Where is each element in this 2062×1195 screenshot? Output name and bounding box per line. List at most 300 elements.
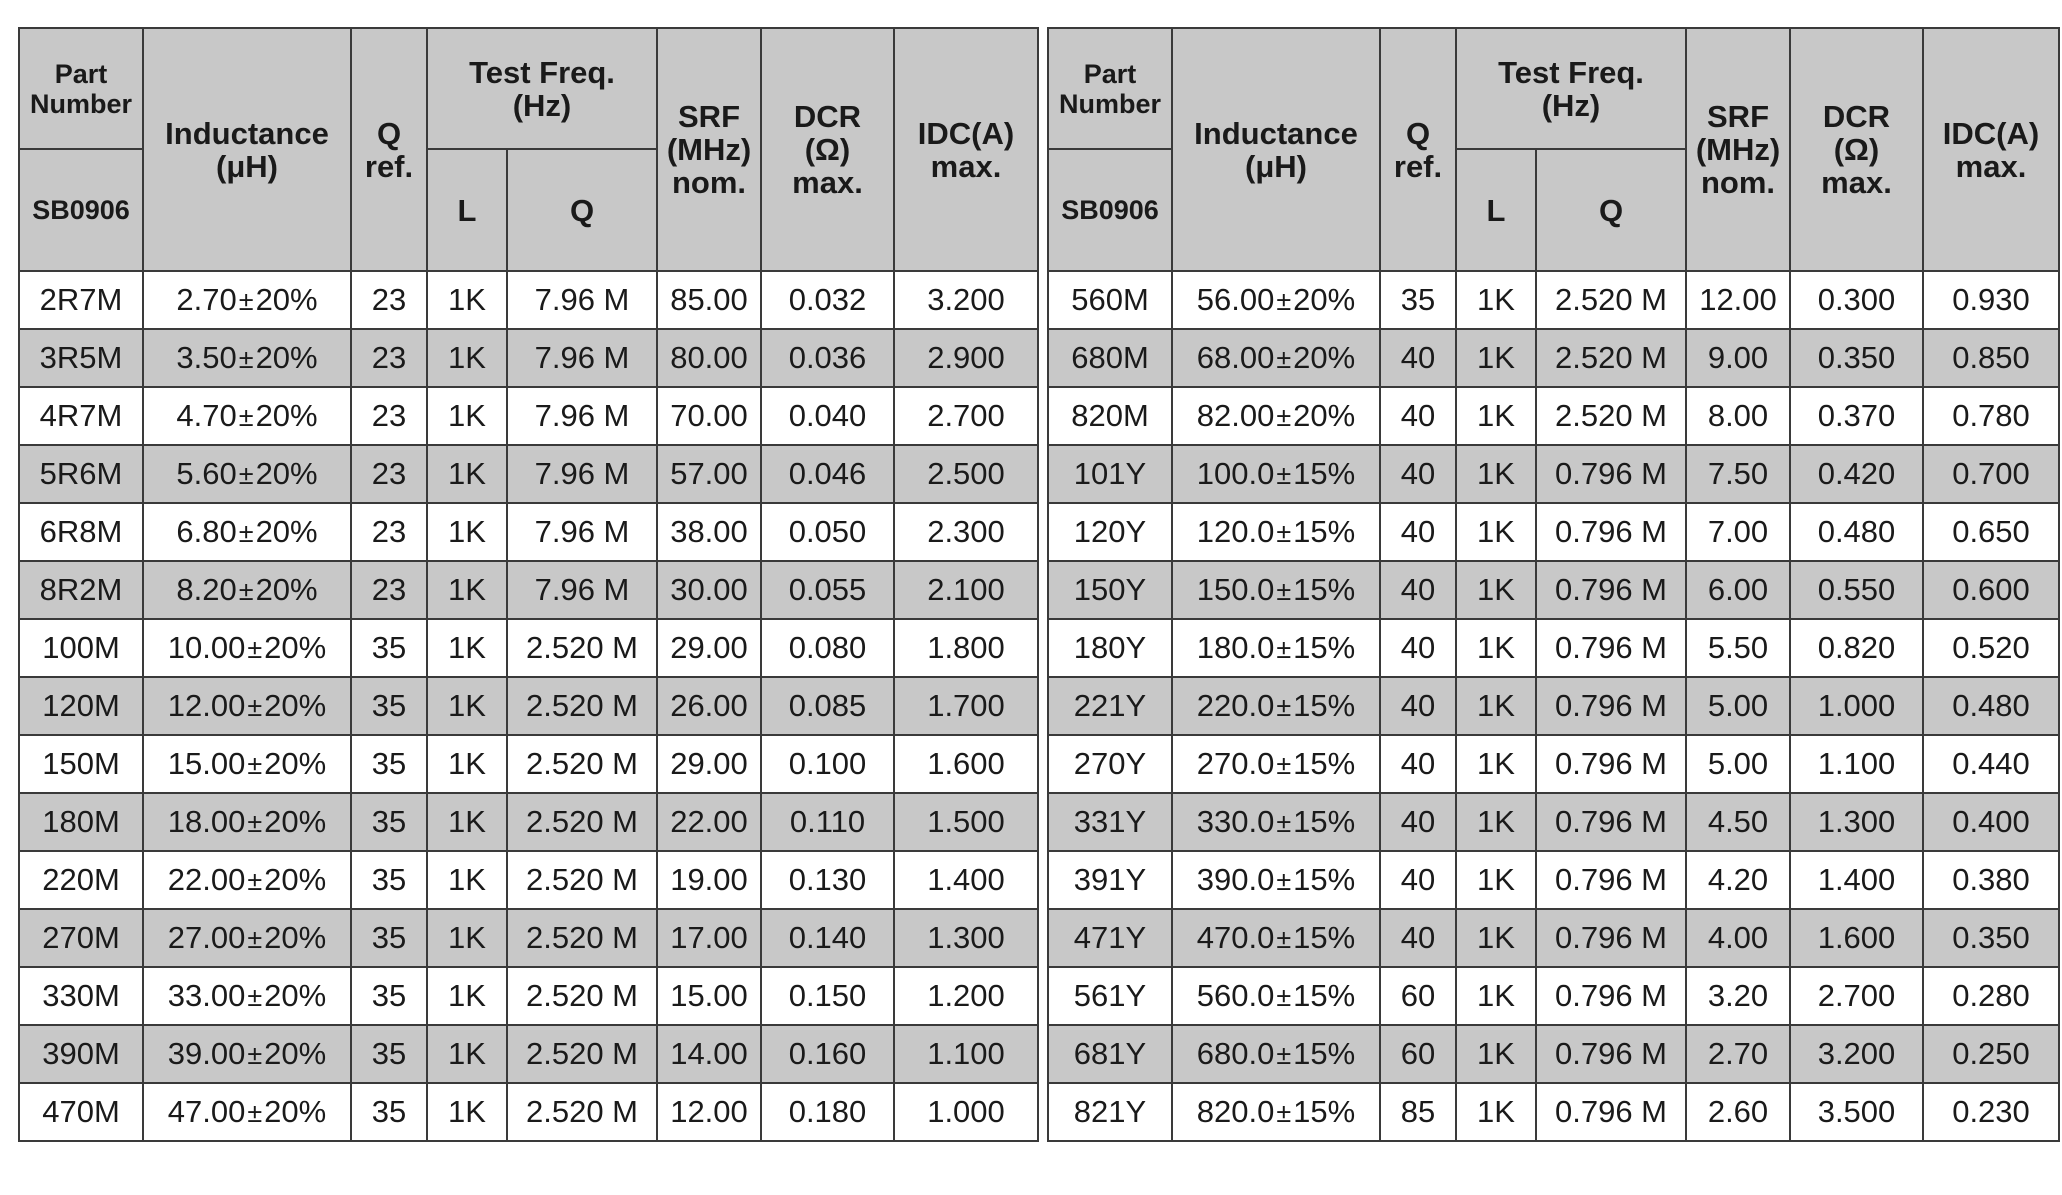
idc-cell: 0.850 bbox=[1923, 329, 2059, 387]
test-freq-q-cell: 2.520 M bbox=[507, 1083, 657, 1141]
test-freq-l-cell: 1K bbox=[1456, 967, 1536, 1025]
table-row bbox=[19, 329, 1038, 387]
tolerance-value: 20% bbox=[264, 1036, 327, 1071]
plus-minus-icon: ± bbox=[1276, 518, 1292, 548]
dcr-cell: 0.350 bbox=[1790, 329, 1923, 387]
spec-table-right bbox=[1047, 27, 2060, 1142]
inductance-value: 22.00 bbox=[167, 862, 246, 897]
table-row bbox=[19, 851, 1038, 909]
srf-cell: 4.50 bbox=[1686, 793, 1790, 851]
test-freq-l-cell: 1K bbox=[1456, 793, 1536, 851]
test-freq-l-cell: 1K bbox=[1456, 329, 1536, 387]
tolerance-value: 20% bbox=[264, 630, 327, 665]
srf-cell: 4.00 bbox=[1686, 909, 1790, 967]
part-number-cell: 180Y bbox=[1048, 619, 1172, 677]
dcr-cell: 0.480 bbox=[1790, 503, 1923, 561]
tolerance-value: 20% bbox=[255, 340, 318, 375]
test-freq-l-cell: 1K bbox=[427, 445, 507, 503]
header-test-freq: Test Freq. (Hz) bbox=[1456, 28, 1686, 149]
test-freq-l-cell: 1K bbox=[427, 735, 507, 793]
inductance-cell bbox=[143, 271, 351, 329]
table-row bbox=[1048, 387, 2059, 445]
test-freq-q-cell: 2.520 M bbox=[507, 619, 657, 677]
plus-minus-icon: ± bbox=[1276, 982, 1292, 1012]
dcr-cell: 1.000 bbox=[1790, 677, 1923, 735]
idc-cell: 1.300 bbox=[894, 909, 1038, 967]
table-row bbox=[19, 793, 1038, 851]
tolerance-value: 20% bbox=[255, 456, 318, 491]
srf-cell: 30.00 bbox=[657, 561, 761, 619]
part-number-cell: 471Y bbox=[1048, 909, 1172, 967]
inductance-cell bbox=[143, 967, 351, 1025]
idc-cell: 3.200 bbox=[894, 271, 1038, 329]
header-test-freq: Test Freq. (Hz) bbox=[427, 28, 657, 149]
inductance-value: 4.70 bbox=[176, 398, 237, 433]
q-ref-cell: 35 bbox=[351, 1083, 427, 1141]
inductance-cell bbox=[1172, 735, 1380, 793]
table-row bbox=[1048, 1025, 2059, 1083]
q-ref-cell: 40 bbox=[1380, 561, 1456, 619]
spec-table-left bbox=[18, 27, 1039, 1142]
idc-cell: 2.700 bbox=[894, 387, 1038, 445]
idc-cell: 2.100 bbox=[894, 561, 1038, 619]
idc-cell: 1.700 bbox=[894, 677, 1038, 735]
dcr-cell: 0.550 bbox=[1790, 561, 1923, 619]
dcr-cell: 0.420 bbox=[1790, 445, 1923, 503]
test-freq-q-cell: 2.520 M bbox=[507, 909, 657, 967]
plus-minus-icon: ± bbox=[1276, 808, 1292, 838]
srf-cell: 5.50 bbox=[1686, 619, 1790, 677]
table-row bbox=[1048, 909, 2059, 967]
dcr-cell: 0.100 bbox=[761, 735, 894, 793]
plus-minus-icon: ± bbox=[247, 634, 263, 664]
table-row bbox=[19, 909, 1038, 967]
inductance-value: 15.00 bbox=[167, 746, 246, 781]
idc-cell: 1.400 bbox=[894, 851, 1038, 909]
q-ref-cell: 23 bbox=[351, 387, 427, 445]
srf-cell: 70.00 bbox=[657, 387, 761, 445]
table-row bbox=[1048, 735, 2059, 793]
test-freq-q-cell: 2.520 M bbox=[507, 967, 657, 1025]
inductance-cell bbox=[143, 1025, 351, 1083]
tolerance-value: 20% bbox=[1293, 340, 1356, 375]
inductance-value: 56.00 bbox=[1196, 282, 1275, 317]
table-row bbox=[1048, 329, 2059, 387]
q-ref-cell: 23 bbox=[351, 329, 427, 387]
plus-minus-icon: ± bbox=[247, 866, 263, 896]
tolerance-value: 20% bbox=[264, 862, 327, 897]
plus-minus-icon: ± bbox=[1276, 692, 1292, 722]
test-freq-q-cell: 2.520 M bbox=[507, 1025, 657, 1083]
idc-cell: 0.440 bbox=[1923, 735, 2059, 793]
inductance-value: 270.0 bbox=[1196, 746, 1275, 781]
dcr-cell: 0.140 bbox=[761, 909, 894, 967]
dcr-cell: 0.180 bbox=[761, 1083, 894, 1141]
test-freq-l-cell: 1K bbox=[427, 1083, 507, 1141]
q-ref-cell: 35 bbox=[351, 735, 427, 793]
idc-cell: 0.520 bbox=[1923, 619, 2059, 677]
test-freq-l-cell: 1K bbox=[427, 619, 507, 677]
q-ref-cell: 35 bbox=[351, 793, 427, 851]
inductance-cell bbox=[1172, 967, 1380, 1025]
srf-cell: 3.20 bbox=[1686, 967, 1790, 1025]
inductance-cell bbox=[143, 909, 351, 967]
dcr-cell: 0.032 bbox=[761, 271, 894, 329]
tolerance-value: 20% bbox=[255, 572, 318, 607]
srf-cell: 2.60 bbox=[1686, 1083, 1790, 1141]
plus-minus-icon: ± bbox=[1276, 286, 1292, 316]
test-freq-l-cell: 1K bbox=[1456, 445, 1536, 503]
srf-cell: 5.00 bbox=[1686, 677, 1790, 735]
dcr-cell: 2.700 bbox=[1790, 967, 1923, 1025]
dcr-cell: 3.200 bbox=[1790, 1025, 1923, 1083]
table-row bbox=[19, 619, 1038, 677]
test-freq-q-cell: 0.796 M bbox=[1536, 851, 1686, 909]
header-test-l: L bbox=[427, 149, 507, 271]
part-number-cell: 470M bbox=[19, 1083, 143, 1141]
inductance-cell bbox=[143, 619, 351, 677]
test-freq-q-cell: 2.520 M bbox=[507, 677, 657, 735]
dcr-cell: 0.050 bbox=[761, 503, 894, 561]
srf-cell: 12.00 bbox=[1686, 271, 1790, 329]
tolerance-value: 20% bbox=[264, 688, 327, 723]
tolerance-value: 15% bbox=[1293, 804, 1356, 839]
inductance-value: 12.00 bbox=[167, 688, 246, 723]
q-ref-cell: 35 bbox=[1380, 271, 1456, 329]
srf-cell: 22.00 bbox=[657, 793, 761, 851]
test-freq-q-cell: 2.520 M bbox=[507, 851, 657, 909]
idc-cell: 0.380 bbox=[1923, 851, 2059, 909]
tolerance-value: 15% bbox=[1293, 688, 1356, 723]
part-number-cell: 8R2M bbox=[19, 561, 143, 619]
test-freq-l-cell: 1K bbox=[1456, 1025, 1536, 1083]
srf-cell: 19.00 bbox=[657, 851, 761, 909]
idc-cell: 0.400 bbox=[1923, 793, 2059, 851]
q-ref-cell: 35 bbox=[351, 1025, 427, 1083]
inductance-value: 150.0 bbox=[1196, 572, 1275, 607]
q-ref-cell: 23 bbox=[351, 271, 427, 329]
header-inductance: Inductance (μH) bbox=[1172, 28, 1380, 271]
dcr-cell: 3.500 bbox=[1790, 1083, 1923, 1141]
test-freq-q-cell: 2.520 M bbox=[507, 735, 657, 793]
q-ref-cell: 40 bbox=[1380, 445, 1456, 503]
q-ref-cell: 40 bbox=[1380, 909, 1456, 967]
test-freq-l-cell: 1K bbox=[427, 387, 507, 445]
dcr-cell: 1.100 bbox=[1790, 735, 1923, 793]
plus-minus-icon: ± bbox=[1276, 1098, 1292, 1128]
part-number-cell: 4R7M bbox=[19, 387, 143, 445]
tolerance-value: 15% bbox=[1293, 862, 1356, 897]
table-row bbox=[1048, 445, 2059, 503]
q-ref-cell: 23 bbox=[351, 445, 427, 503]
part-number-cell: 2R7M bbox=[19, 271, 143, 329]
test-freq-q-cell: 0.796 M bbox=[1536, 1083, 1686, 1141]
table-row bbox=[19, 735, 1038, 793]
idc-cell: 0.700 bbox=[1923, 445, 2059, 503]
inductance-cell bbox=[143, 735, 351, 793]
inductance-cell bbox=[1172, 271, 1380, 329]
plus-minus-icon: ± bbox=[1276, 1040, 1292, 1070]
tolerance-value: 20% bbox=[255, 514, 318, 549]
plus-minus-icon: ± bbox=[1276, 750, 1292, 780]
srf-cell: 85.00 bbox=[657, 271, 761, 329]
test-freq-q-cell: 2.520 M bbox=[507, 793, 657, 851]
plus-minus-icon: ± bbox=[247, 924, 263, 954]
part-number-cell: 270M bbox=[19, 909, 143, 967]
inductance-value: 5.60 bbox=[176, 456, 237, 491]
tolerance-value: 15% bbox=[1293, 920, 1356, 955]
idc-cell: 1.600 bbox=[894, 735, 1038, 793]
test-freq-q-cell: 0.796 M bbox=[1536, 445, 1686, 503]
srf-cell: 26.00 bbox=[657, 677, 761, 735]
idc-cell: 0.600 bbox=[1923, 561, 2059, 619]
srf-cell: 14.00 bbox=[657, 1025, 761, 1083]
q-ref-cell: 40 bbox=[1380, 677, 1456, 735]
part-number-cell: 560M bbox=[1048, 271, 1172, 329]
inductance-value: 6.80 bbox=[176, 514, 237, 549]
srf-cell: 38.00 bbox=[657, 503, 761, 561]
srf-cell: 7.50 bbox=[1686, 445, 1790, 503]
srf-cell: 6.00 bbox=[1686, 561, 1790, 619]
plus-minus-icon: ± bbox=[238, 460, 254, 490]
dcr-cell: 0.130 bbox=[761, 851, 894, 909]
tolerance-value: 20% bbox=[264, 746, 327, 781]
dcr-cell: 0.055 bbox=[761, 561, 894, 619]
part-number-cell: 180M bbox=[19, 793, 143, 851]
idc-cell: 0.280 bbox=[1923, 967, 2059, 1025]
q-ref-cell: 40 bbox=[1380, 735, 1456, 793]
test-freq-l-cell: 1K bbox=[427, 271, 507, 329]
table-row bbox=[19, 1083, 1038, 1141]
plus-minus-icon: ± bbox=[1276, 634, 1292, 664]
part-number-cell: 101Y bbox=[1048, 445, 1172, 503]
tolerance-value: 15% bbox=[1293, 572, 1356, 607]
inductance-value: 680.0 bbox=[1196, 1036, 1275, 1071]
test-freq-q-cell: 2.520 M bbox=[1536, 387, 1686, 445]
header-dcr: DCR (Ω) max. bbox=[1790, 28, 1923, 271]
test-freq-l-cell: 1K bbox=[1456, 619, 1536, 677]
inductance-value: 560.0 bbox=[1196, 978, 1275, 1013]
test-freq-l-cell: 1K bbox=[427, 329, 507, 387]
tolerance-value: 20% bbox=[264, 978, 327, 1013]
srf-cell: 80.00 bbox=[657, 329, 761, 387]
table-row bbox=[1048, 677, 2059, 735]
inductance-value: 82.00 bbox=[1196, 398, 1275, 433]
test-freq-q-cell: 0.796 M bbox=[1536, 735, 1686, 793]
inductance-cell bbox=[1172, 445, 1380, 503]
tolerance-value: 20% bbox=[264, 1094, 327, 1129]
q-ref-cell: 60 bbox=[1380, 1025, 1456, 1083]
q-ref-cell: 40 bbox=[1380, 793, 1456, 851]
test-freq-q-cell: 0.796 M bbox=[1536, 619, 1686, 677]
inductance-cell bbox=[1172, 1083, 1380, 1141]
inductance-value: 68.00 bbox=[1196, 340, 1275, 375]
part-number-cell: 561Y bbox=[1048, 967, 1172, 1025]
test-freq-l-cell: 1K bbox=[427, 1025, 507, 1083]
tolerance-value: 20% bbox=[255, 282, 318, 317]
table-body-left bbox=[19, 271, 1038, 1141]
header-srf: SRF (MHz) nom. bbox=[1686, 28, 1790, 271]
inductance-cell bbox=[1172, 1025, 1380, 1083]
test-freq-l-cell: 1K bbox=[427, 561, 507, 619]
idc-cell: 0.650 bbox=[1923, 503, 2059, 561]
q-ref-cell: 40 bbox=[1380, 329, 1456, 387]
tolerance-value: 15% bbox=[1293, 746, 1356, 781]
plus-minus-icon: ± bbox=[247, 1098, 263, 1128]
test-freq-l-cell: 1K bbox=[1456, 387, 1536, 445]
inductance-value: 33.00 bbox=[167, 978, 246, 1013]
inductance-value: 39.00 bbox=[167, 1036, 246, 1071]
idc-cell: 1.800 bbox=[894, 619, 1038, 677]
plus-minus-icon: ± bbox=[1276, 402, 1292, 432]
inductance-cell bbox=[143, 793, 351, 851]
idc-cell: 2.500 bbox=[894, 445, 1038, 503]
part-number-cell: 120Y bbox=[1048, 503, 1172, 561]
table-row bbox=[19, 967, 1038, 1025]
part-number-cell: 331Y bbox=[1048, 793, 1172, 851]
table-row bbox=[1048, 851, 2059, 909]
srf-cell: 8.00 bbox=[1686, 387, 1790, 445]
dcr-cell: 0.040 bbox=[761, 387, 894, 445]
plus-minus-icon: ± bbox=[1276, 924, 1292, 954]
header-test-q: Q bbox=[1536, 149, 1686, 271]
part-number-cell: 330M bbox=[19, 967, 143, 1025]
idc-cell: 1.000 bbox=[894, 1083, 1038, 1141]
inductance-value: 47.00 bbox=[167, 1094, 246, 1129]
test-freq-l-cell: 1K bbox=[427, 909, 507, 967]
inductance-value: 2.70 bbox=[176, 282, 237, 317]
srf-cell: 15.00 bbox=[657, 967, 761, 1025]
inductance-cell bbox=[143, 1083, 351, 1141]
table-row bbox=[1048, 271, 2059, 329]
test-freq-q-cell: 7.96 M bbox=[507, 445, 657, 503]
part-number-cell: 821Y bbox=[1048, 1083, 1172, 1141]
tolerance-value: 15% bbox=[1293, 630, 1356, 665]
inductance-value: 18.00 bbox=[167, 804, 246, 839]
srf-cell: 5.00 bbox=[1686, 735, 1790, 793]
test-freq-q-cell: 0.796 M bbox=[1536, 909, 1686, 967]
test-freq-q-cell: 0.796 M bbox=[1536, 1025, 1686, 1083]
inductance-value: 10.00 bbox=[167, 630, 246, 665]
inductance-cell bbox=[143, 503, 351, 561]
tolerance-value: 15% bbox=[1293, 1036, 1356, 1071]
dcr-cell: 0.080 bbox=[761, 619, 894, 677]
idc-cell: 0.480 bbox=[1923, 677, 2059, 735]
test-freq-l-cell: 1K bbox=[1456, 271, 1536, 329]
table-row bbox=[1048, 793, 2059, 851]
table-row bbox=[19, 271, 1038, 329]
part-number-cell: 150Y bbox=[1048, 561, 1172, 619]
part-number-cell: 681Y bbox=[1048, 1025, 1172, 1083]
test-freq-l-cell: 1K bbox=[1456, 1083, 1536, 1141]
idc-cell: 0.780 bbox=[1923, 387, 2059, 445]
dcr-cell: 0.046 bbox=[761, 445, 894, 503]
dcr-cell: 0.820 bbox=[1790, 619, 1923, 677]
dcr-cell: 0.150 bbox=[761, 967, 894, 1025]
srf-cell: 57.00 bbox=[657, 445, 761, 503]
q-ref-cell: 40 bbox=[1380, 851, 1456, 909]
dcr-cell: 0.036 bbox=[761, 329, 894, 387]
test-freq-l-cell: 1K bbox=[427, 967, 507, 1025]
header-part-number: Part Number bbox=[1048, 28, 1172, 149]
plus-minus-icon: ± bbox=[1276, 576, 1292, 606]
tolerance-value: 20% bbox=[264, 804, 327, 839]
header-srf: SRF (MHz) nom. bbox=[657, 28, 761, 271]
idc-cell: 0.350 bbox=[1923, 909, 2059, 967]
test-freq-q-cell: 2.520 M bbox=[1536, 329, 1686, 387]
tolerance-value: 15% bbox=[1293, 514, 1356, 549]
dcr-cell: 0.370 bbox=[1790, 387, 1923, 445]
table-body-right bbox=[1048, 271, 2059, 1141]
header-part-number: Part Number bbox=[19, 28, 143, 149]
tolerance-value: 20% bbox=[255, 398, 318, 433]
table-row bbox=[19, 561, 1038, 619]
inductance-cell bbox=[143, 387, 351, 445]
inductance-value: 180.0 bbox=[1196, 630, 1275, 665]
inductance-value: 100.0 bbox=[1196, 456, 1275, 491]
q-ref-cell: 85 bbox=[1380, 1083, 1456, 1141]
plus-minus-icon: ± bbox=[1276, 344, 1292, 374]
inductance-cell bbox=[143, 561, 351, 619]
inductance-cell bbox=[1172, 793, 1380, 851]
table-row bbox=[19, 387, 1038, 445]
q-ref-cell: 60 bbox=[1380, 967, 1456, 1025]
test-freq-l-cell: 1K bbox=[427, 793, 507, 851]
test-freq-l-cell: 1K bbox=[427, 851, 507, 909]
inductance-cell bbox=[1172, 851, 1380, 909]
idc-cell: 2.900 bbox=[894, 329, 1038, 387]
part-number-cell: 270Y bbox=[1048, 735, 1172, 793]
test-freq-l-cell: 1K bbox=[1456, 851, 1536, 909]
dcr-cell: 0.110 bbox=[761, 793, 894, 851]
inductance-value: 8.20 bbox=[176, 572, 237, 607]
q-ref-cell: 35 bbox=[351, 619, 427, 677]
test-freq-l-cell: 1K bbox=[1456, 909, 1536, 967]
dcr-cell: 1.300 bbox=[1790, 793, 1923, 851]
tolerance-value: 15% bbox=[1293, 978, 1356, 1013]
header-series: SB0906 bbox=[1048, 149, 1172, 271]
header-inductance: Inductance (μH) bbox=[143, 28, 351, 271]
header-dcr: DCR (Ω) max. bbox=[761, 28, 894, 271]
tolerance-value: 15% bbox=[1293, 456, 1356, 491]
inductance-value: 330.0 bbox=[1196, 804, 1275, 839]
plus-minus-icon: ± bbox=[247, 1040, 263, 1070]
plus-minus-icon: ± bbox=[238, 576, 254, 606]
plus-minus-icon: ± bbox=[247, 982, 263, 1012]
srf-cell: 9.00 bbox=[1686, 329, 1790, 387]
spec-tables bbox=[18, 27, 2060, 1142]
inductance-cell bbox=[1172, 561, 1380, 619]
header-idc: IDC(A) max. bbox=[1923, 28, 2059, 271]
inductance-value: 390.0 bbox=[1196, 862, 1275, 897]
test-freq-q-cell: 0.796 M bbox=[1536, 967, 1686, 1025]
idc-cell: 1.500 bbox=[894, 793, 1038, 851]
inductance-cell bbox=[1172, 387, 1380, 445]
table-row bbox=[19, 445, 1038, 503]
srf-cell: 29.00 bbox=[657, 619, 761, 677]
plus-minus-icon: ± bbox=[1276, 866, 1292, 896]
test-freq-q-cell: 7.96 M bbox=[507, 561, 657, 619]
inductance-cell bbox=[1172, 909, 1380, 967]
test-freq-l-cell: 1K bbox=[427, 677, 507, 735]
part-number-cell: 100M bbox=[19, 619, 143, 677]
dcr-cell: 1.600 bbox=[1790, 909, 1923, 967]
idc-cell: 0.930 bbox=[1923, 271, 2059, 329]
plus-minus-icon: ± bbox=[247, 692, 263, 722]
srf-cell: 17.00 bbox=[657, 909, 761, 967]
plus-minus-icon: ± bbox=[247, 808, 263, 838]
dcr-cell: 0.300 bbox=[1790, 271, 1923, 329]
